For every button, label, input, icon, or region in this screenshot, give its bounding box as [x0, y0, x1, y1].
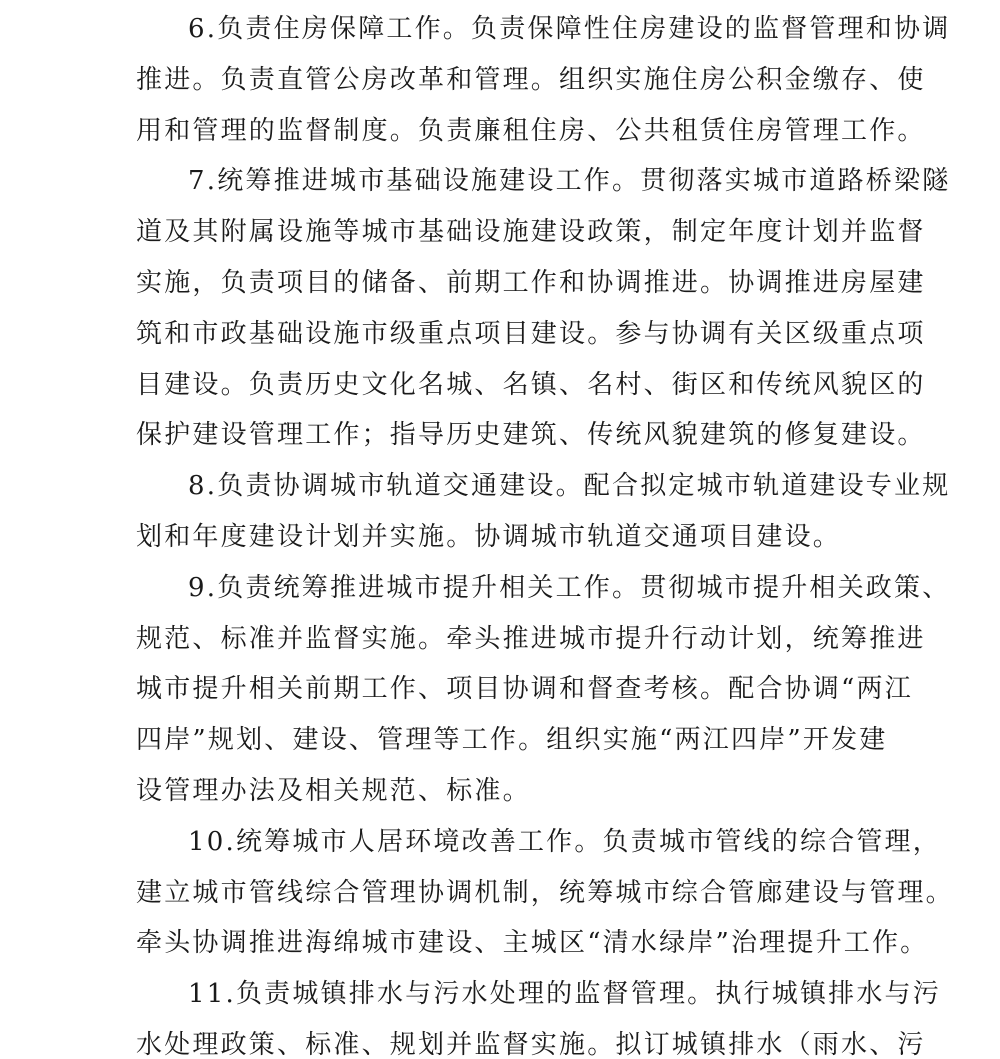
text-line: 目建设。负责历史文化名城、名镇、名村、街区和传统风貌区的 — [136, 369, 926, 400]
text-line: 城市提升相关前期工作、项目协调和督查考核。配合协调“两江 — [136, 674, 913, 705]
text-line: 四岸”规划、建设、管理等工作。组织实施“两江四岸”开发建 — [136, 725, 888, 756]
text-line: 划和年度建设计划并实施。协调城市轨道交通项目建设。 — [136, 521, 842, 552]
text-line: 7.统筹推进城市基础设施建设工作。贯彻落实城市道路桥梁隧 — [188, 166, 951, 197]
text-line: 推进。负责直管公房改革和管理。组织实施住房公积金缴存、使 — [136, 64, 926, 95]
paragraph-7 — [136, 156, 951, 461]
text-line: 建立城市管线综合管理协调机制，统筹城市综合管廊建设与管理。 — [136, 877, 954, 908]
text-line: 牵头协调推进海绵城市建设、主城区“清水绿岸”治理提升工作。 — [136, 928, 929, 959]
text-line: 筑和市政基础设施市级重点项目建设。参与协调有关区级重点项 — [136, 318, 926, 349]
text-line: 设管理办法及相关规范、标准。 — [136, 775, 531, 806]
paragraph-11 — [136, 969, 941, 1059]
paragraph-8 — [136, 461, 951, 563]
text-line: 8.负责协调城市轨道交通建设。配合拟定城市轨道建设专业规 — [188, 471, 951, 502]
text-line: 11.负责城镇排水与污水处理的监督管理。执行城镇排水与污 — [188, 979, 941, 1010]
paragraph-10 — [136, 817, 954, 969]
text-line: 9.负责统筹推进城市提升相关工作。贯彻城市提升相关政策、 — [188, 572, 951, 603]
text-line: 保护建设管理工作；指导历史建筑、传统风貌建筑的修复建设。 — [136, 420, 926, 451]
paragraph-6 — [136, 4, 951, 156]
text-line: 水处理政策、标准、规划并监督实施。拟订城镇排水（雨水、污 — [136, 1029, 926, 1059]
paragraph-9 — [136, 563, 951, 817]
text-line: 6.负责住房保障工作。负责保障性住房建设的监督管理和协调 — [188, 14, 951, 44]
text-line: 道及其附属设施等城市基础设施建设政策，制定年度计划并监督 — [136, 217, 926, 248]
text-line: 实施，负责项目的储备、前期工作和协调推进。协调推进房屋建 — [136, 267, 926, 298]
text-line: 10.统筹城市人居环境改善工作。负责城市管线的综合管理， — [188, 826, 941, 857]
text-line: 用和管理的监督制度。负责廉租住房、公共租赁住房管理工作。 — [136, 115, 926, 146]
text-line: 规范、标准并监督实施。牵头推进城市提升行动计划，统筹推进 — [136, 623, 926, 654]
document-body — [136, 4, 954, 1059]
